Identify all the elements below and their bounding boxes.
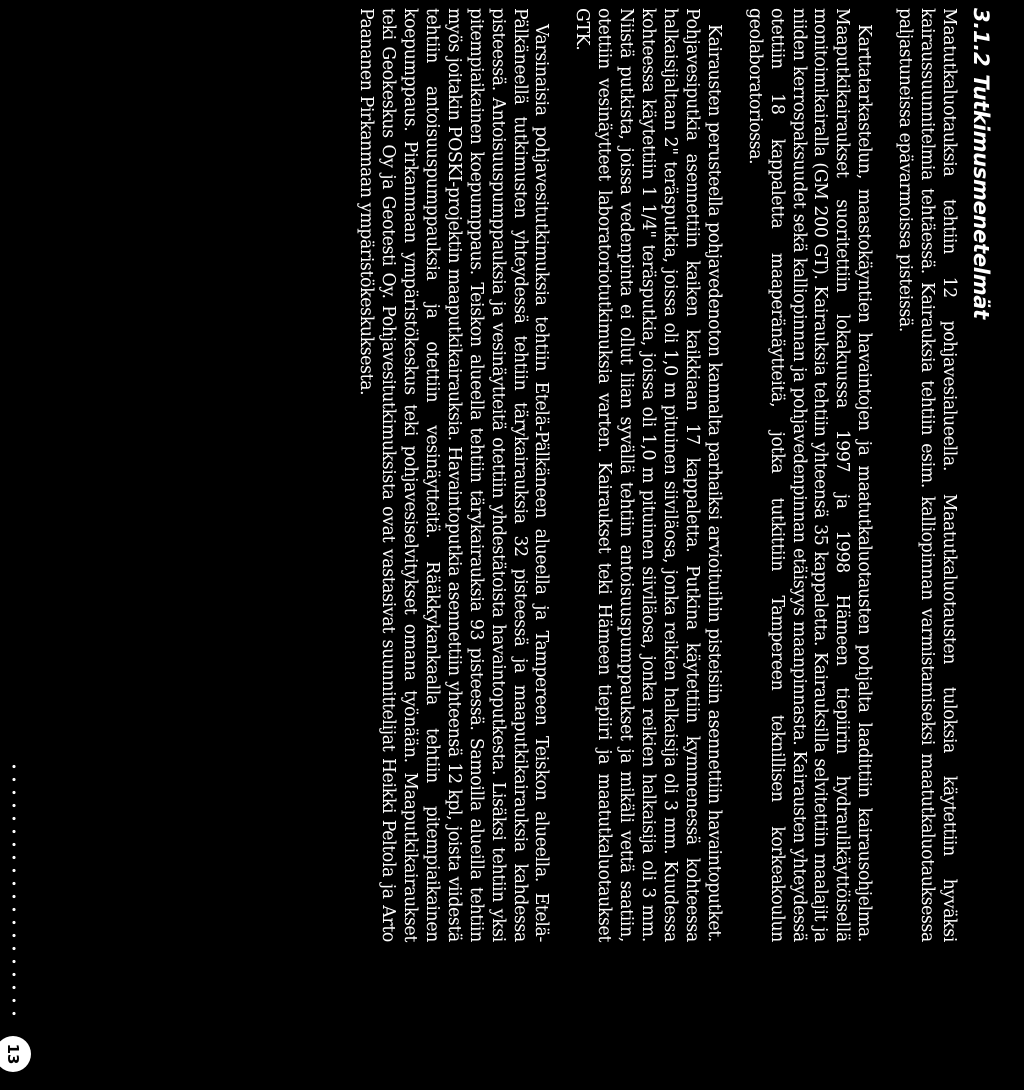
section-body	[335, 8, 994, 942]
section-heading	[968, 8, 994, 942]
paragraph-2: Karttatarkastelun, maastokäyntien havaintojen ja maatutkaluotausten pohjalta laadittiin kairausohjelma. Maaputkikairaukset suoritettiin lokakuussa 1997 ja 1998 Hämeen tiepiirin hydraulikäyttöisellä monitoimikairalla (GM 200 GT). Kairauksia tehtiin yhteensä 35 kappaletta. Kairauksilla selvitettiin maalajit ja niiden kerrospaksuudet sekä kalliopinnan ja pohjavedenpinnan etäisyys maanpinnasta. Kairausten yhteydessä otettiin 18 kappaletta maaperänäytteitä, jotka tutkittiin Tampereen teknillisen korkeakoulun geolaboratoriossa.	[744, 8, 875, 942]
paragraph-4: Varsinaisia pohjavesitutkimuksia tehtiin Etelä-Pälkäneen alueella ja Tampereen Teiskon alueella. Etelä-Pälkäneellä tutkimusten yhteydessä tehtiin tärykairauksia 32 pisteessä ja maaputkikairauksia kahdessa pisteessä. Antoisuuspumppauksia ja vesinäytteitä otettiin yhdestätoista havaintoputkesta. Lisäksi tehtiin yksi pitempiaikainen koepumppaus. Teiskon alueella tehtiin tärykairauksia 93 pisteessä. Samoilla alueilla tehtiin myös joitakin POSKI-projektin maaputkikairauksia. Havaintoputkia asennettiin yhteensä 12 kpl, joista viidestä tehtiin antoisuuspumppauksia ja otettiin vesinäytteitä. Rääkkykankaalla tehtiin pitempiaikainen koepumppaus. Pirkanmaan ympäristökeskus teki pohjavesiselvitykset omana työnään. Maaputkikairaukset teki Geokeskus Oy ja Geotesti Oy. Pohjavesitutkimuksista ovat vastasivat suunnittelijat Heikki Peltola ja Arto Paananen Pirkanmaan ympäristökeskuksesta.	[356, 8, 552, 942]
section-number: 3.1.2	[969, 8, 993, 67]
page-number-badge: 13	[0, 1036, 31, 1072]
section-title: Tutkimusmenetelmät	[969, 74, 993, 319]
paragraph-3: Kairausten perusteella pohjavedenoton kannalta parhaiksi arvioituihin pisteisiin asennettiin havaintoputket. Pohjavesiputkia asennettiin kaiken kaikkiaan 17 kappaletta. Putkina käytettiin kymmenessä kohteessa halkaisijaltaan 2" teräsputkia, joissa oli 1,0 m pituinen siiviläosa, jonka reikien halkaisija oli 3 mm. Kuudessa kohteessa käytettiin 1 1/4" teräsputkia, joissa oli 1,0 m pituinen siiviläosa, jonka reikien halkaisija oli 3 mm. Niistä putkista, joissa vedenpinta ei ollut liian syvällä tehtiin antoisuuspumppaukset ja mikäli vettä saatiin, otettiin vesinäytteet laboratoriotutkimuksia varten. Kairaukset teki Hämeen tiepiiri ja maatutkaluotaukset GTK.	[572, 8, 724, 942]
paragraph-1: Maatutkaluotauksia tehtiin 12 pohjavesialueella. Maatutkaluotausten tuloksia käytettiin hyväksi kairaussuunnitelmia tehtäessä. Kairauksia tehtiin esim. kalliopinnan varmistamiseksi maatutkaluotauksessa paljastuneissa epävarmoissa pisteissä.	[895, 8, 959, 942]
dotted-leader	[12, 760, 16, 1020]
